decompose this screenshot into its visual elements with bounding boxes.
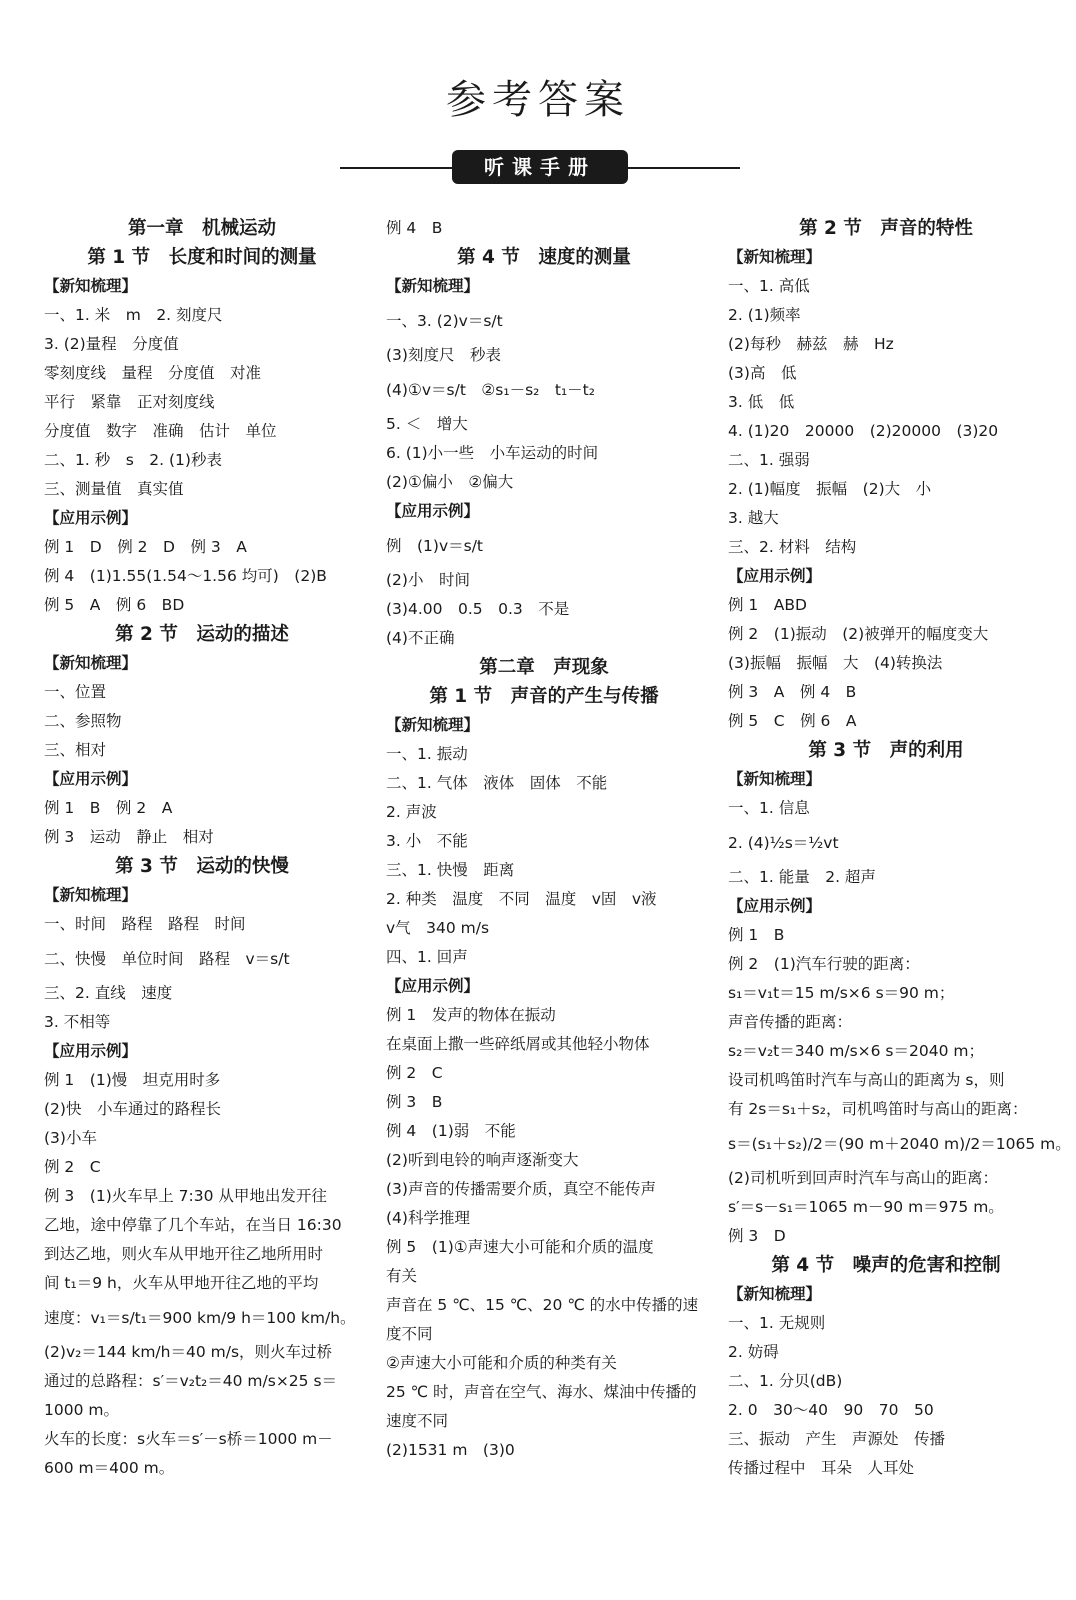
answer-line: 间 t₁＝9 h，火车从甲地开往乙地的平均	[44, 1274, 319, 1292]
page-title: 参考答案	[446, 77, 630, 123]
answer-line: 通过的总路程：s′＝v₂t₂＝40 m/s×25 s＝	[44, 1372, 338, 1390]
answer-line: 例 3 (1)火车早上 7:30 从甲地出发开往	[44, 1187, 327, 1205]
answer-line: 例 1 (1)慢 坦克用时多	[44, 1071, 221, 1089]
answer-line: 例 5 A 例 6 BD	[44, 596, 185, 614]
answer-line: 乙地，途中停靠了几个车站，在当日 16:30	[44, 1216, 342, 1234]
answer-line: (3)刻度尺 秒表	[386, 346, 501, 364]
answer-line: 二、1. 能量 2. 超声	[728, 868, 876, 886]
subsection-tag: 【应用示例】	[728, 567, 822, 585]
answer-line: 600 m＝400 m。	[44, 1459, 175, 1477]
formula-line: 一、3. (2)v＝s/t	[386, 312, 503, 330]
answer-line: (2)司机听到回声时汽车与高山的距离：	[728, 1169, 998, 1187]
chapter-heading: 第二章 声现象	[479, 657, 609, 678]
answer-line: 3. 越大	[728, 509, 779, 527]
answer-line: 6. (1)小一些 小车运动的时间	[386, 444, 599, 462]
formula-line: s＝(s₁＋s₂)/2＝(90 m＋2040 m)/2＝1065 m。	[728, 1135, 1071, 1153]
answer-line: 二、1. 气体 液体 固体 不能	[386, 774, 608, 792]
subsection-tag: 【应用示例】	[44, 509, 138, 527]
banner-label: 听课手册	[452, 150, 628, 184]
answer-line: 一、时间 路程 路程 时间	[44, 915, 246, 933]
answer-line: 例 1 B	[728, 926, 785, 944]
answer-line: 一、1. 高低	[728, 277, 810, 295]
answer-line: (2)1531 m (3)0	[386, 1441, 515, 1459]
subsection-tag: 【新知梳理】	[386, 277, 480, 295]
subsection-tag: 【新知梳理】	[44, 886, 138, 904]
section-heading: 第 1 节 长度和时间的测量	[87, 247, 317, 268]
answer-line: 三、1. 快慢 距离	[386, 861, 515, 879]
answer-line: 声音在 5 ℃、15 ℃、20 ℃ 的水中传播的速	[386, 1296, 699, 1314]
answer-line: (3)4.00 0.5 0.3 不是	[386, 600, 570, 618]
answer-line: v气 340 m/s	[386, 919, 490, 937]
answer-line: 例 2 (1)汽车行驶的距离：	[728, 955, 920, 973]
answer-line: 三、相对	[44, 741, 107, 759]
answer-line: (2)每秒 赫兹 赫 Hz	[728, 335, 894, 353]
answer-line: 四、1. 回声	[386, 948, 468, 966]
answer-line: 三、振动 产生 声源处 传播	[728, 1430, 946, 1448]
answer-line: 例 3 D	[728, 1227, 786, 1245]
answer-line: 例 3 B	[386, 1093, 443, 1111]
chapter-heading: 第一章 机械运动	[127, 218, 276, 239]
answer-line: 例 3 运动 静止 相对	[44, 828, 214, 846]
answer-line: 有关	[386, 1267, 418, 1285]
formula-line: (4)①v＝s/t ②s₁－s₂ t₁－t₂	[386, 381, 595, 399]
answer-line: 三、2. 直线 速度	[44, 984, 173, 1002]
answer-line: 2. 0 30～40 90 70 50	[728, 1401, 934, 1419]
subsection-tag: 【新知梳理】	[728, 1285, 822, 1303]
answer-column-1	[44, 214, 360, 1483]
answer-line: (3)声音的传播需要介质，真空不能传声	[386, 1180, 656, 1198]
answer-line: 例 2 C	[44, 1158, 101, 1176]
answer-line: 分度值 数字 准确 估计 单位	[44, 422, 277, 440]
answer-line: ②声速大小可能和介质的种类有关	[386, 1354, 617, 1372]
subsection-tag: 【新知梳理】	[728, 770, 822, 788]
section-banner	[340, 150, 740, 190]
subsection-tag: 【应用示例】	[44, 770, 138, 788]
answer-line: 3. 不相等	[44, 1013, 111, 1031]
answer-line: (2)小 时间	[386, 571, 470, 589]
answer-line: 例 1 D 例 2 D 例 3 A	[44, 538, 247, 556]
section-heading: 第 4 节 噪声的危害和控制	[771, 1255, 1001, 1276]
answer-line: 一、1. 振动	[386, 745, 468, 763]
answer-line: (2)快 小车通过的路程长	[44, 1100, 221, 1118]
answer-line: 例 4 B	[386, 219, 443, 237]
answer-line: 例 5 (1)①声速大小可能和介质的温度	[386, 1238, 654, 1256]
answer-line: 一、1. 米 m 2. 刻度尺	[44, 306, 223, 324]
answer-line: 一、1. 信息	[728, 799, 810, 817]
answer-line: (2)①偏小 ②偏大	[386, 473, 514, 491]
section-heading: 第 3 节 声的利用	[808, 740, 964, 761]
answer-line: 度不同	[386, 1325, 433, 1343]
answer-line: 设司机鸣笛时汽车与高山的距离为 s，则	[728, 1071, 1005, 1089]
answer-line: 二、1. 强弱	[728, 451, 810, 469]
answer-line: 例 5 C 例 6 A	[728, 712, 857, 730]
answer-line: 例 2 (1)振动 (2)被弹开的幅度变大	[728, 625, 989, 643]
answer-line: (3)振幅 振幅 大 (4)转换法	[728, 654, 943, 672]
answer-line: 5. ＜ 增大	[386, 415, 468, 433]
answer-line: 例 2 C	[386, 1064, 443, 1082]
answer-line: 二、1. 秒 s 2. (1)秒表	[44, 451, 222, 469]
answer-line: 零刻度线 量程 分度值 对准	[44, 364, 262, 382]
answer-line: 火车的长度：s火车＝s′－s桥＝1000 m－	[44, 1430, 333, 1448]
formula-line: 二、快慢 单位时间 路程 v＝s/t	[44, 950, 290, 968]
answer-line: 3. 低 低	[728, 393, 795, 411]
answer-line: 2. (1)幅度 振幅 (2)大 小	[728, 480, 932, 498]
answer-line: 例 4 (1)1.55(1.54～1.56 均可) (2)B	[44, 567, 327, 585]
answer-line: 2. 妨碍	[728, 1343, 779, 1361]
subsection-tag: 【应用示例】	[44, 1042, 138, 1060]
formula-line: 例 (1)v＝s/t	[386, 537, 484, 555]
answer-line: 一、位置	[44, 683, 107, 701]
answer-line: 二、参照物	[44, 712, 122, 730]
answer-line: 例 3 A 例 4 B	[728, 683, 857, 701]
answer-line: (2)听到电铃的响声逐渐变大	[386, 1151, 579, 1169]
answer-line: (4)不正确	[386, 629, 455, 647]
answer-line: 例 1 发声的物体在振动	[386, 1006, 556, 1024]
formula-line: 2. (4)½s＝½vt	[728, 834, 839, 852]
answer-line: (2)v₂＝144 km/h＝40 m/s，则火车过桥	[44, 1343, 333, 1361]
answer-line: 例 1 B 例 2 A	[44, 799, 173, 817]
answer-line: 2. (1)频率	[728, 306, 801, 324]
section-heading: 第 2 节 声音的特性	[799, 218, 973, 239]
answer-line: (4)科学推理	[386, 1209, 470, 1227]
subsection-tag: 【新知梳理】	[728, 248, 822, 266]
answer-line: 三、2. 材料 结构	[728, 538, 857, 556]
answer-line: 2. 声波	[386, 803, 437, 821]
answer-line: 3. (2)量程 分度值	[44, 335, 179, 353]
subsection-tag: 【应用示例】	[386, 977, 480, 995]
answer-line: 传播过程中 耳朵 人耳处	[728, 1459, 915, 1477]
answer-line: s′＝s－s₁＝1065 m－90 m＝975 m。	[728, 1198, 1004, 1216]
section-heading: 第 2 节 运动的描述	[115, 624, 289, 645]
answer-line: 1000 m。	[44, 1401, 119, 1419]
answer-line: s₁＝v₁t＝15 m/s×6 s＝90 m；	[728, 984, 955, 1002]
answer-line: 平行 紧靠 正对刻度线	[44, 393, 215, 411]
answer-line: 三、测量值 真实值	[44, 480, 184, 498]
answer-column-2	[386, 214, 702, 1465]
answer-line: 速度不同	[386, 1412, 449, 1430]
answer-line: 到达乙地，则火车从甲地开往乙地所用时	[44, 1245, 324, 1263]
formula-line: 速度：v₁＝s/t₁＝900 km/9 h＝100 km/h。	[44, 1309, 356, 1327]
answer-line: s₂＝v₂t＝340 m/s×6 s＝2040 m；	[728, 1042, 984, 1060]
section-heading: 第 1 节 声音的产生与传播	[429, 686, 659, 707]
answer-line: 例 4 (1)弱 不能	[386, 1122, 516, 1140]
answer-line: (3)小车	[44, 1129, 97, 1147]
answer-line: 一、1. 无规则	[728, 1314, 826, 1332]
answer-column-3	[728, 214, 1071, 1483]
subsection-tag: 【新知梳理】	[44, 654, 138, 672]
answer-line: 25 ℃ 时，声音在空气、海水、煤油中传播的	[386, 1383, 697, 1401]
answer-line: 2. 种类 温度 不同 温度 v固 v液	[386, 890, 657, 908]
subsection-tag: 【新知梳理】	[386, 716, 480, 734]
answer-line: 二、1. 分贝(dB)	[728, 1372, 843, 1390]
answer-line: 有 2s＝s₁＋s₂，司机鸣笛时与高山的距离：	[728, 1100, 1028, 1118]
subsection-tag: 【新知梳理】	[44, 277, 138, 295]
section-heading: 第 3 节 运动的快慢	[115, 856, 289, 877]
subsection-tag: 【应用示例】	[386, 502, 480, 520]
subsection-tag: 【应用示例】	[728, 897, 822, 915]
answer-line: 在桌面上撒一些碎纸屑或其他轻小物体	[386, 1035, 650, 1053]
answer-line: (3)高 低	[728, 364, 797, 382]
answer-line: 4. (1)20 20000 (2)20000 (3)20	[728, 422, 999, 440]
section-heading: 第 4 节 速度的测量	[457, 247, 631, 268]
answer-line: 声音传播的距离：	[728, 1013, 853, 1031]
answer-line: 3. 小 不能	[386, 832, 468, 850]
answer-line: 例 1 ABD	[728, 596, 807, 614]
